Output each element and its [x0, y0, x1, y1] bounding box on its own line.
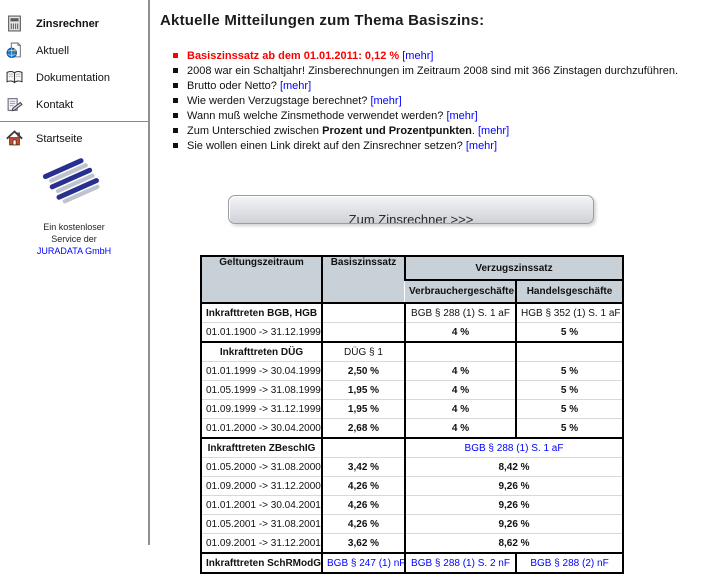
table-cell: Inkrafttreten BGB, HGB	[201, 303, 322, 323]
table-cell: HGB § 352 (1) S. 1 aF	[516, 303, 623, 323]
table-row	[201, 400, 623, 419]
sidebar-item-dokumentation[interactable]	[0, 64, 148, 91]
sidebar-item-label: Startseite	[36, 132, 83, 145]
bullet-square-icon	[173, 143, 178, 148]
table-cell: 01.01.1999 -> 30.04.1999	[201, 362, 322, 381]
table-cell: 4 %	[405, 381, 516, 400]
news-item	[160, 64, 712, 78]
table-row	[201, 534, 623, 554]
table-cell: 8,42 %	[405, 458, 623, 477]
mehr-link[interactable]: [mehr]	[477, 125, 510, 137]
sidebar-item-startseite[interactable]	[0, 125, 148, 152]
news-item-text: Basiszinssatz ab dem 01.01.2011: 0,12 %	[187, 50, 400, 62]
table-section-row	[201, 553, 623, 573]
table-cell: 3,42 %	[322, 458, 405, 477]
table-row	[201, 419, 623, 439]
table-cell	[322, 303, 405, 323]
table-row	[201, 515, 623, 534]
col-handelsgeschaefte: Handelsgeschäfte	[516, 280, 623, 303]
sidebar-item-aktuell[interactable]	[0, 37, 148, 64]
col-verzugszinssatz: Verzugszinssatz	[405, 256, 623, 280]
main-content	[150, 0, 727, 569]
home-icon	[6, 130, 23, 147]
table-cell: Inkrafttreten SchRModG	[201, 553, 322, 573]
table-cell: 1,95 %	[322, 400, 405, 419]
news-globe-icon	[6, 42, 23, 59]
bullet-square-icon	[173, 128, 178, 133]
news-item	[160, 124, 712, 138]
service-line2: Service der	[51, 234, 97, 244]
basiszins-table-header	[201, 256, 623, 303]
table-section-row	[201, 303, 623, 323]
table-cell: 01.09.2000 -> 31.12.2000	[201, 477, 322, 496]
news-item	[160, 139, 712, 153]
sidebar-nav	[0, 0, 148, 152]
table-cell: 5 %	[516, 323, 623, 343]
table-cell: DÜG § 1	[322, 342, 405, 362]
table-cell: 5 %	[516, 381, 623, 400]
table-cell: 01.09.2001 -> 31.12.2001	[201, 534, 322, 554]
news-item-text: .	[471, 125, 478, 137]
table-cell: 3,62 %	[322, 534, 405, 554]
table-cell: BGB § 288 (1) S. 1 aF	[405, 303, 516, 323]
sidebar-item-kontakt[interactable]	[0, 91, 148, 118]
table-cell: 01.05.1999 -> 31.08.1999	[201, 381, 322, 400]
table-cell	[405, 342, 516, 362]
table-cell: 01.01.2001 -> 30.04.2001	[201, 496, 322, 515]
table-cell: 4 %	[405, 419, 516, 439]
table-cell: 4 %	[405, 362, 516, 381]
sidebar-item-label: Kontakt	[36, 98, 74, 111]
news-item	[160, 109, 712, 123]
news-list	[160, 49, 712, 154]
mehr-link[interactable]: [mehr]	[402, 50, 434, 62]
table-cell: 9,26 %	[405, 515, 623, 534]
table-cell: 01.05.2000 -> 31.08.2000	[201, 458, 322, 477]
table-cell: 4,26 %	[322, 515, 405, 534]
col-geltungszeitraum: Geltungszeitraum	[201, 256, 322, 303]
contact-mail-icon	[6, 96, 23, 113]
table-cell: 01.05.2001 -> 31.08.2001	[201, 515, 322, 534]
calculator-icon	[6, 15, 23, 32]
table-cell: 01.01.1900 -> 31.12.1999	[201, 323, 322, 343]
news-item	[160, 49, 712, 63]
table-cell: Inkrafttreten ZBeschIG	[201, 438, 322, 458]
service-note	[0, 221, 148, 257]
table-cell: 2,50 %	[322, 362, 405, 381]
col-basiszinssatz: Basiszinssatz	[322, 256, 405, 303]
table-cell: 4,26 %	[322, 477, 405, 496]
table-cell: 5 %	[516, 419, 623, 439]
bullet-square-icon	[173, 83, 178, 88]
col-verbrauchergeschaefte: Verbrauchergeschäfte	[405, 280, 516, 303]
news-item-text: Brutto oder Netto?	[187, 80, 280, 92]
juradata-link[interactable]: JURADATA GmbH	[36, 246, 112, 256]
zum-zinsrechner-button-label: Zum Zinsrechner >>>	[348, 212, 474, 224]
news-item-text: Zum Unterschied zwischen	[187, 125, 323, 137]
table-cell: 9,26 %	[405, 496, 623, 515]
statute-link[interactable]: BGB § 288 (2) nF	[516, 553, 623, 573]
statute-link[interactable]: BGB § 288 (1) S. 1 aF	[405, 438, 623, 458]
basiszins-table	[200, 255, 624, 574]
news-item-text: 2008 war ein Schaltjahr! Zinsberechnungen im Zeitraum 2008 sind mit 366 Zinstagen durchzuführen.	[187, 65, 678, 77]
table-cell: 4,26 %	[322, 496, 405, 515]
zum-zinsrechner-button[interactable]	[228, 195, 594, 224]
table-row	[201, 458, 623, 477]
table-row	[201, 323, 623, 343]
news-item-text: Sie wollen einen Link direkt auf den Zinsrechner setzen?	[187, 140, 466, 152]
table-cell: 5 %	[516, 362, 623, 381]
table-row	[201, 496, 623, 515]
page-title: Aktuelle Mitteilungen zum Thema Basiszins:	[160, 12, 485, 29]
table-cell: 1,95 %	[322, 381, 405, 400]
table-cell: 01.09.1999 -> 31.12.1999	[201, 400, 322, 419]
bullet-square-icon	[173, 53, 178, 58]
sidebar-item-label: Dokumentation	[36, 71, 110, 84]
news-item	[160, 94, 712, 108]
table-cell: 5 %	[516, 400, 623, 419]
book-icon	[6, 69, 23, 86]
table-cell: 9,26 %	[405, 477, 623, 496]
table-cell: 8,62 %	[405, 534, 623, 554]
mehr-link[interactable]: [mehr]	[465, 140, 498, 152]
mehr-link[interactable]: [mehr]	[279, 80, 312, 92]
service-line1: Ein kostenloser	[43, 222, 105, 232]
table-row	[201, 477, 623, 496]
table-section-row	[201, 438, 623, 458]
sidebar-item-zinsrechner[interactable]	[0, 10, 148, 37]
table-cell	[322, 438, 405, 458]
sidebar-item-label: Aktuell	[36, 44, 70, 57]
table-row	[201, 362, 623, 381]
mehr-link[interactable]: [mehr]	[446, 110, 478, 122]
mehr-link[interactable]: [mehr]	[370, 95, 402, 107]
table-cell	[516, 342, 623, 362]
juradata-logo-icon	[38, 153, 110, 213]
table-cell	[322, 323, 405, 343]
news-item-text: Wie werden Verzugstage berechnet?	[187, 95, 371, 107]
statute-link[interactable]: BGB § 247 (1) nF	[322, 553, 405, 573]
table-cell: 4 %	[405, 400, 516, 419]
table-row	[201, 381, 623, 400]
table-cell: Inkrafttreten DÜG	[201, 342, 322, 362]
table-section-row	[201, 342, 623, 362]
news-item	[160, 79, 712, 93]
sidebar	[0, 0, 148, 545]
bullet-square-icon	[173, 98, 178, 103]
news-item-text: Prozent und Prozentpunkten	[322, 125, 472, 137]
news-item-text: Wann muß welche Zinsmethode verwendet werden?	[187, 110, 447, 122]
sidebar-separator	[0, 121, 148, 122]
bullet-square-icon	[173, 113, 178, 118]
table-cell: 2,68 %	[322, 419, 405, 439]
statute-link[interactable]: BGB § 288 (1) S. 2 nF	[405, 553, 516, 573]
sidebar-item-label: Zinsrechner	[36, 17, 99, 30]
table-cell: 01.01.2000 -> 30.04.2000	[201, 419, 322, 439]
bullet-square-icon	[173, 68, 178, 73]
table-cell: 4 %	[405, 323, 516, 343]
